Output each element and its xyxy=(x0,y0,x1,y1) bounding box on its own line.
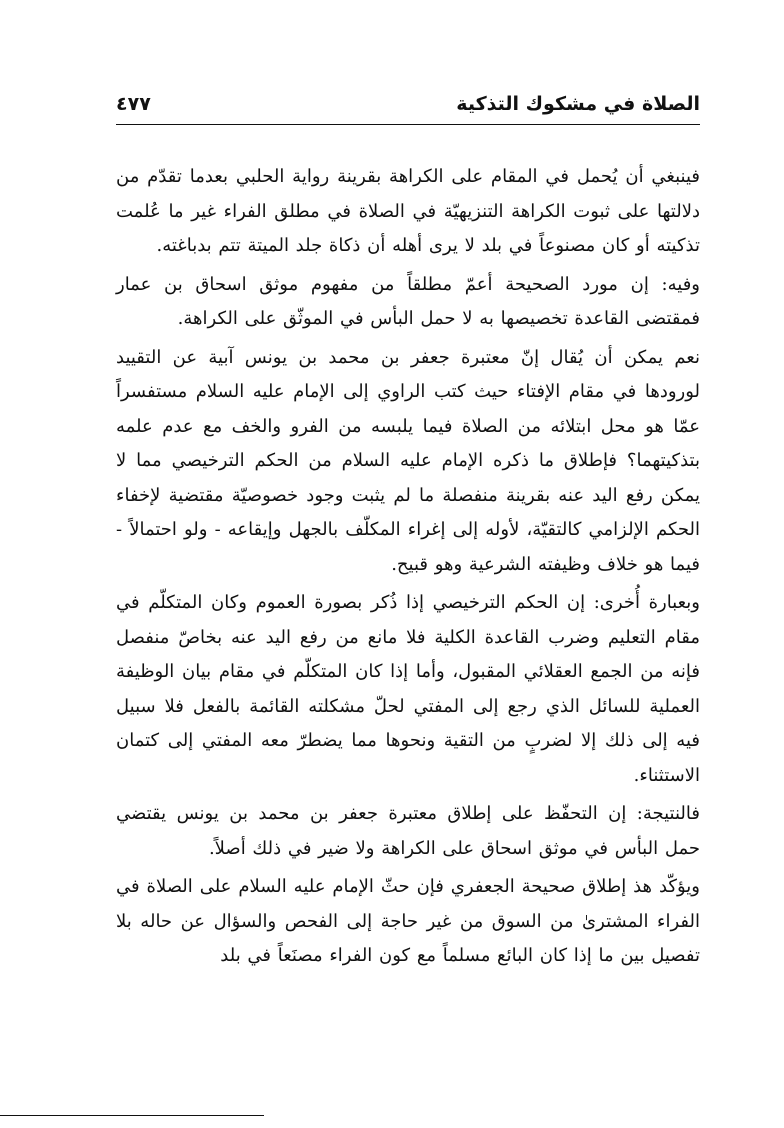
header-divider xyxy=(116,124,700,125)
paragraph: ويؤكّد هذ إطلاق صحيحة الجعفري فإن حثّ الإمام عليه السلام على الصلاة في الفراء المشترىٰ من السوق من غير حاجة إلى الفحص والسؤال عن حاله بلا تفصيل بين ما إذا كان البائع مسلماً مع كون الفراء مصنَعاً في بلد xyxy=(116,876,700,966)
paragraph: وفيه: إن مورد الصحيحة أعمّ مطلقاً من مفهوم موثق اسحاق بن عمار فمقتضى القاعدة تخصيصها به لا حمل البأس في الموثّق على الكراهة. xyxy=(116,273,700,329)
running-title: الصلاة في مشكوك التذكية xyxy=(456,93,700,115)
paragraph: وبعبارة أُخرى: إن الحكم الترخيصي إذا ذُكر بصورة العموم وكان المتكلّم في مقام التعليم وضرب القاعدة الكلية فلا مانع من رفع اليد عنه بخاصّ منفصل فإنه من الجمع العقلائي المقبول، وأما إذا كان المتكلّم في مقام بيان الوظيفة العملية للسائل الذي رجع إلى المفتي لحلّ مشكلته القائمة بالفعل فلا سبيل فيه إلى ذلك إلا لضربٍ من التقية ونحوها مما يضطرّ معه المفتي إلى كتمان الاستثناء. xyxy=(116,592,700,786)
body-text xyxy=(116,160,700,974)
paragraph: نعم يمكن أن يُقال إنّ معتبرة جعفر بن محمد بن يونس آبية عن التقييد لورودها في مقام الإفتاء حيث كتب الراوي إلى الإمام عليه السلام مستفسراً عمّا هو محل ابتلائه من الصلاة فيما يلبسه من الفرو والخف مع عدم علمه بتذكيتهما؟ فإطلاق ما ذكره الإمام عليه السلام من الحكم الترخيصي مما لا يمكن رفع اليد عنه بقرينة منفصلة ما لم يثبت وجود خصوصيّة مقتضية لإخفاء الحكم الإلزامي كالتقيّة، لأوله إلى إغراء المكلّف بالجهل وإيقاعه - ولو احتمالاً - فيما هو خلاف وظيفته الشرعية وهو قبيح. xyxy=(116,346,700,575)
footer-divider xyxy=(0,1115,264,1116)
page-number: ٤٧٧ xyxy=(116,93,151,115)
running-header xyxy=(116,90,700,124)
paragraph: فالنتيجة: إن التحفّظ على إطلاق معتبرة جعفر بن محمد بن يونس يقتضي حمل البأس في موثق اسحاق على الكراهة ولا ضير في ذلك أصلاً. xyxy=(116,803,700,859)
paragraph: فينبغي أن يُحمل في المقام على الكراهة بقرينة رواية الحلبي بعدما تقدّم من دلالتها على ثبوت الكراهة التنزيهيّة في الصلاة في مطلق الفراء غير ما عُلمت تذكيته أو كان مصنوعاً في بلد لا يرى أهله أن ذكاة جلد الميتة تتم بدباغته. xyxy=(116,166,700,256)
